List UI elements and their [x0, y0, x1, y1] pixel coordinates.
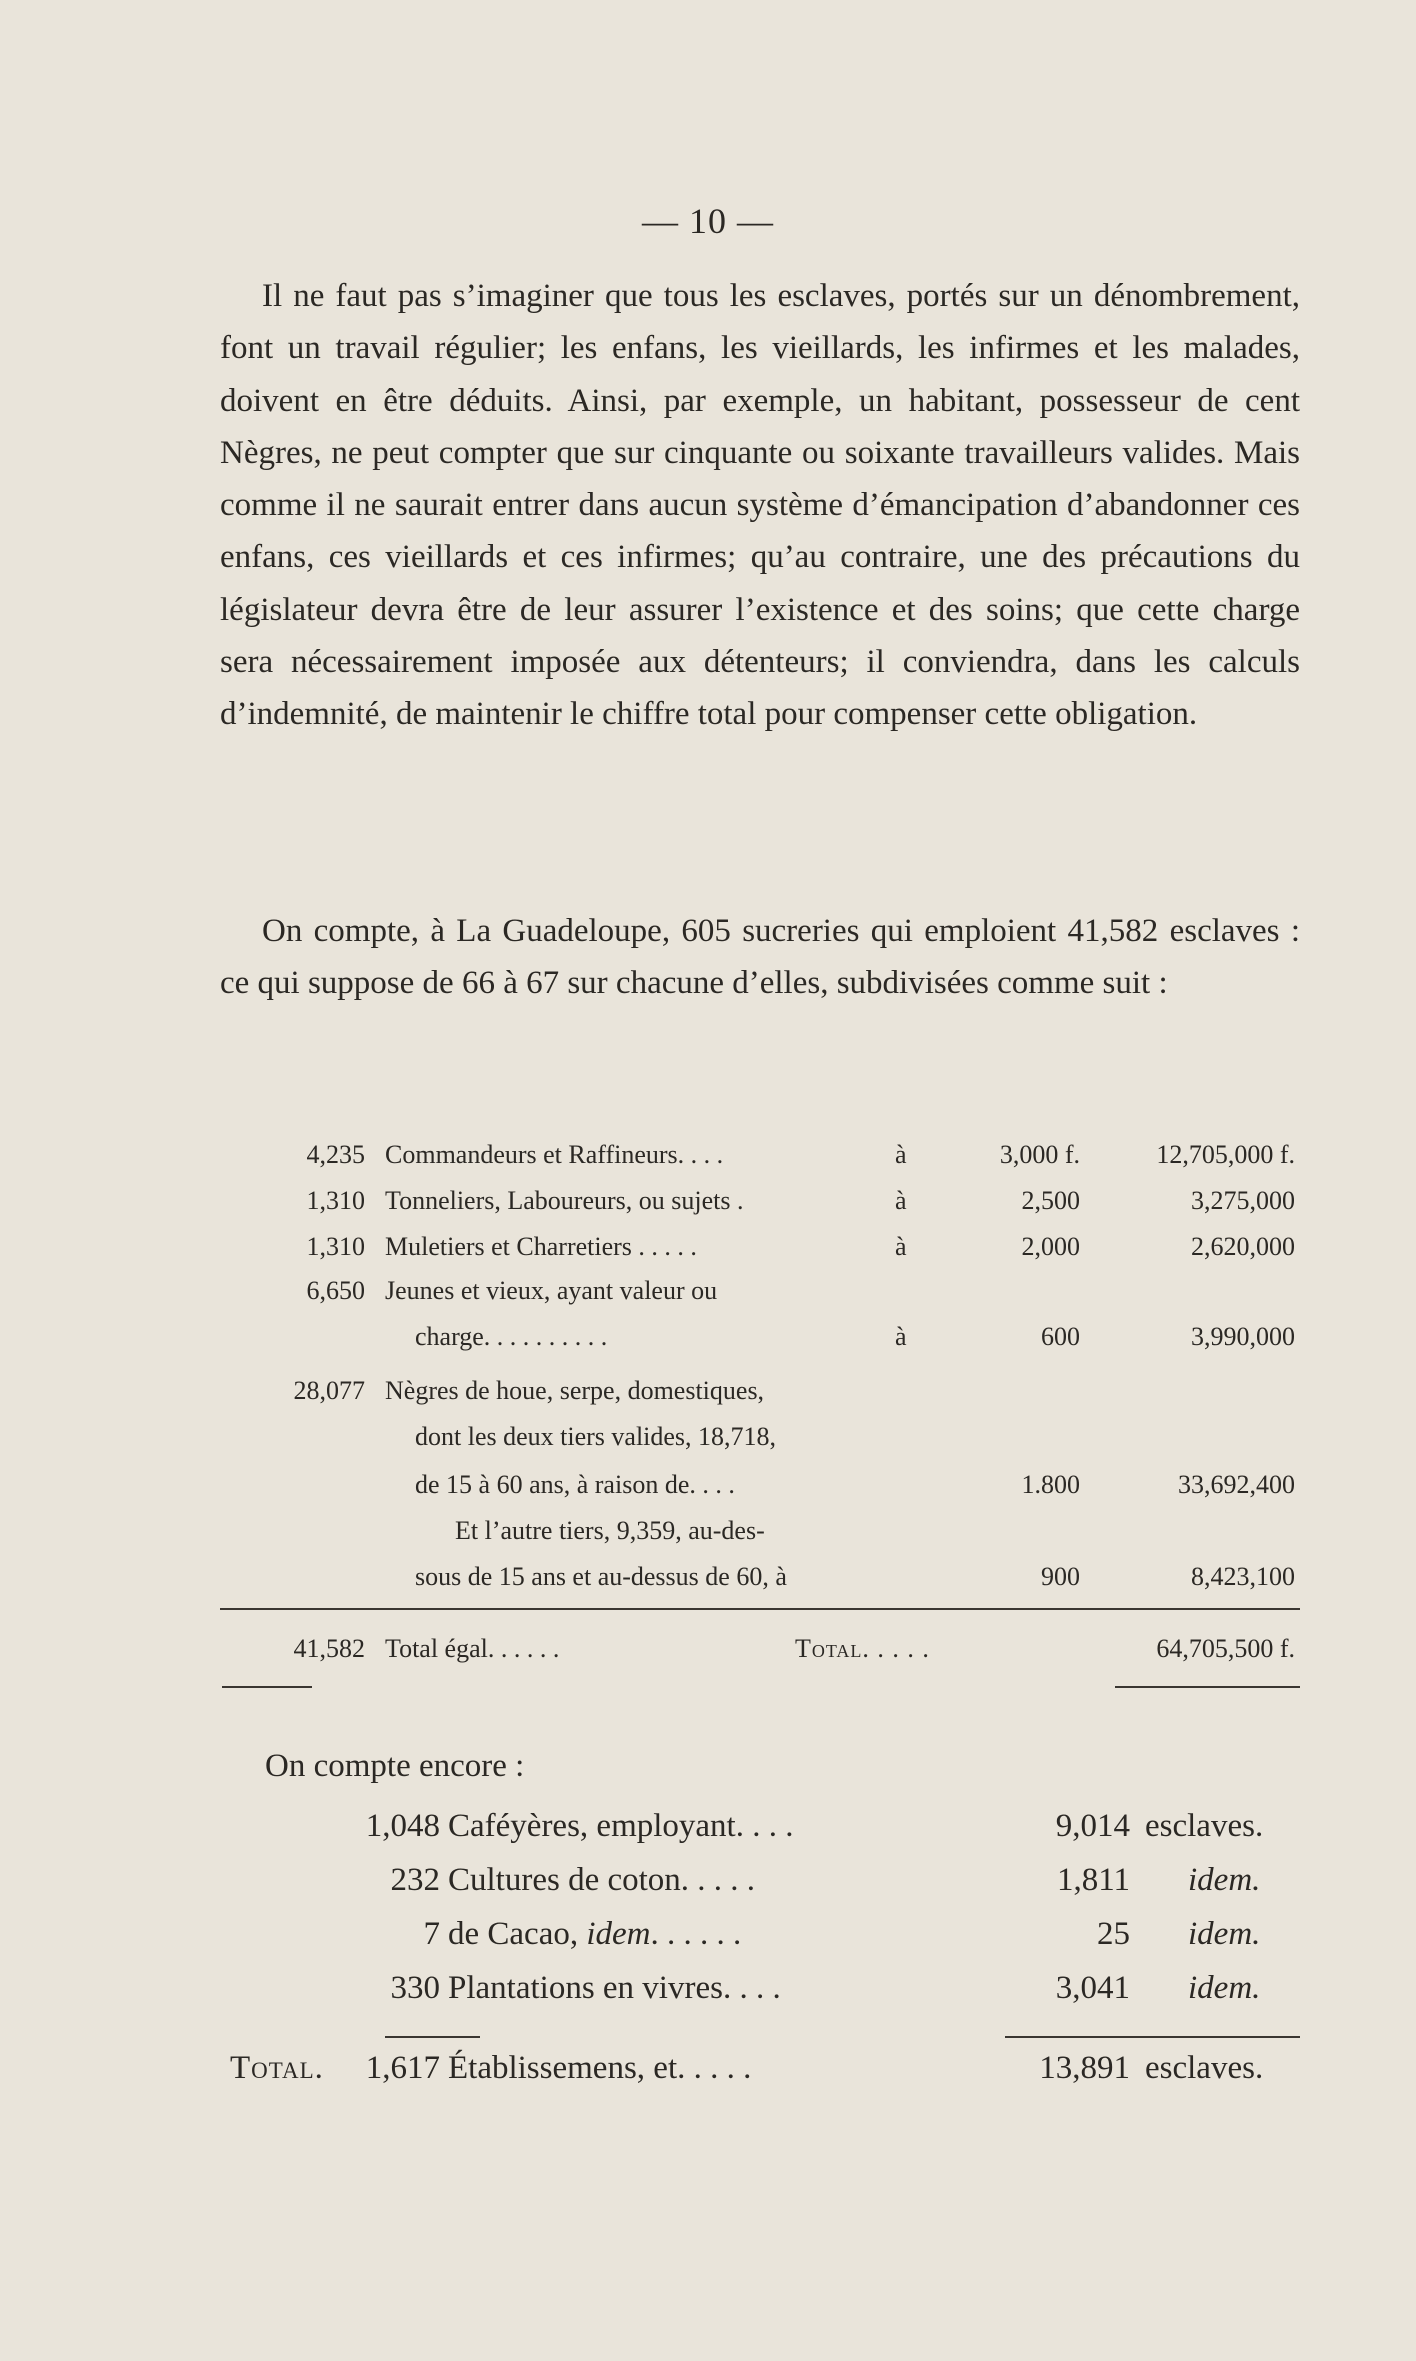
table-row [220, 1562, 1300, 1602]
item-unit: idem. [1188, 1862, 1261, 1898]
total-num: 13,891 [1039, 2050, 1130, 2086]
item-label-italic: idem [586, 1916, 651, 1952]
valuation-table [220, 1140, 1300, 1700]
row-amount: 12,705,000 f. [1156, 1140, 1295, 1169]
row-amount: 3,990,000 [1191, 1322, 1295, 1351]
item-count: 7 [423, 1916, 440, 1952]
row-label: Et l’autre tiers, 9,359, au-des- [455, 1516, 765, 1545]
item-label-tail: . . . . . . [650, 1916, 742, 1952]
list-item [220, 1970, 1300, 2016]
encore-heading: On compte encore : [265, 1748, 525, 1784]
row-label: Muletiers et Charretiers . . . . . [385, 1232, 697, 1261]
encore-num-underline [1005, 2036, 1300, 2038]
row-label: charge. . . . . . . . . . [415, 1322, 608, 1351]
item-count: 1,048 [365, 1808, 440, 1844]
table-total-row [220, 1634, 1300, 1674]
row-price: 1.800 [1021, 1470, 1080, 1499]
row-count: 1,310 [306, 1232, 365, 1261]
row-amount: 3,275,000 [1191, 1186, 1295, 1215]
row-price: 3,000 f. [999, 1140, 1080, 1169]
item-unit: idem. [1188, 1916, 1261, 1952]
row-a: à [895, 1322, 907, 1351]
amount-underline [1115, 1686, 1300, 1688]
item-num: 1,811 [1056, 1862, 1130, 1898]
table-row [220, 1422, 1300, 1462]
table-row [220, 1232, 1300, 1272]
encore-total-row [220, 2050, 1300, 2096]
row-amount: 8,423,100 [1191, 1562, 1295, 1591]
item-label: Cultures de coton. . . . . [448, 1862, 756, 1898]
item-label: Caféyères, employant. . . . [448, 1808, 794, 1844]
total-word: Total. . . . . [795, 1634, 930, 1663]
row-label: dont les deux tiers valides, 18,718, [415, 1422, 777, 1451]
item-count: 232 [390, 1862, 440, 1898]
page-number: — 10 — [642, 201, 774, 241]
list-item [220, 1862, 1300, 1908]
list-item [220, 1808, 1300, 1854]
row-a: à [895, 1186, 907, 1215]
row-price: 2,500 [1021, 1186, 1080, 1215]
row-label: Tonneliers, Laboureurs, ou sujets . [385, 1186, 744, 1215]
item-num: 9,014 [1055, 1808, 1130, 1844]
row-label: sous de 15 ans et au-dessus de 60, à [415, 1562, 787, 1591]
table-row [220, 1186, 1300, 1226]
row-price: 2,000 [1021, 1232, 1080, 1261]
row-amount: 2,620,000 [1191, 1232, 1295, 1261]
row-a: à [895, 1232, 907, 1261]
row-label: Commandeurs et Raffineurs. . . . [385, 1140, 724, 1169]
row-count: 4,235 [306, 1140, 365, 1169]
table-row [220, 1376, 1300, 1416]
row-label: Nègres de houe, serpe, domestiques, [385, 1376, 765, 1405]
row-count: 1,310 [306, 1186, 365, 1215]
total-count: 1,617 [365, 2050, 440, 2086]
paragraph-slaves-census: Il ne faut pas s’imaginer que tous les esclaves, portés sur un dénombrement, font un travail régulier; les enfans, les vieillards, les infirmes et les malades, doivent en être déduits. Ainsi, par exemple, un habitant, possesseur de cent Nègres, ne peut compter que sur cinquante ou soixante travailleurs valides. Mais comme il ne saurait entrer dans aucun système d’émancipation d’abandonner ces enfans, ces vieillards et ces infirmes; qu’au contraire, une des précautions du législateur devra être de leur assurer l’existence et des soins; que cette charge sera nécessairement imposée aux détenteurs; il conviendra, dans les calculs d’indemnité, de maintenir le chiffre total pour compenser cette obligation. [220, 278, 1300, 733]
total-prefix: Total. [230, 2050, 324, 2086]
table-row [220, 1516, 1300, 1556]
row-count: 28,077 [293, 1376, 365, 1405]
total-label: Total égal. . . . . . [385, 1634, 560, 1663]
item-label-plain: de Cacao, [448, 1916, 579, 1952]
encore-count-underline [385, 2036, 480, 2038]
table-rule [220, 1608, 1300, 1610]
table-row [220, 1276, 1300, 1316]
item-label: Plantations en vivres. . . . [448, 1970, 781, 2006]
table-row [220, 1470, 1300, 1510]
table-row [220, 1322, 1300, 1362]
total-amount: 64,705,500 f. [1156, 1634, 1295, 1663]
paragraph-guadeloupe-sugar: On compte, à La Guadeloupe, 605 sucreries qui emploient 41,582 esclaves : ce qui suppose de 66 à 67 sur chacune d’elles, subdivisées comme suit : [220, 913, 1300, 1002]
item-count: 330 [390, 1970, 440, 2006]
total-unit: esclaves. [1145, 2050, 1264, 2086]
row-a: à [895, 1140, 907, 1169]
row-price: 600 [1041, 1322, 1080, 1351]
item-num: 25 [1097, 1916, 1130, 1952]
row-label: Jeunes et vieux, ayant valeur ou [385, 1276, 718, 1305]
total-count: 41,582 [293, 1634, 365, 1663]
item-label [448, 1916, 741, 1953]
row-label: de 15 à 60 ans, à raison de. . . . [415, 1470, 735, 1499]
row-amount: 33,692,400 [1178, 1470, 1295, 1499]
list-item [220, 1916, 1300, 1962]
item-unit: esclaves. [1145, 1808, 1264, 1844]
table-row [220, 1140, 1300, 1180]
row-price: 900 [1041, 1562, 1080, 1591]
total-label: Établissemens, et. . . . . [448, 2050, 752, 2086]
count-underline [222, 1686, 312, 1688]
item-unit: idem. [1188, 1970, 1261, 2006]
row-count: 6,650 [306, 1276, 365, 1305]
item-num: 3,041 [1055, 1970, 1130, 2006]
